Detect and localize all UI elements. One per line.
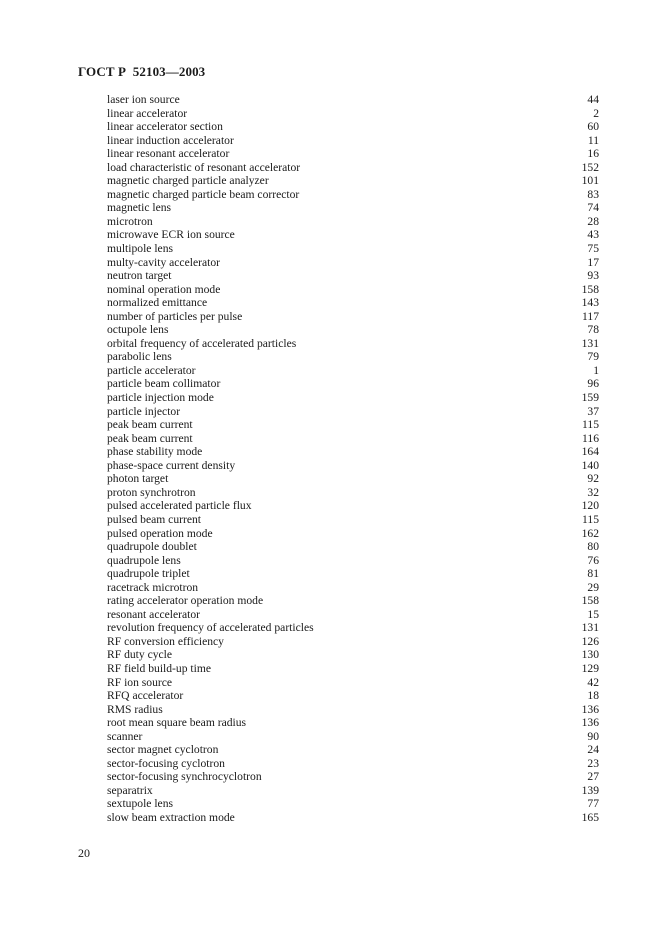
index-page-number: 80: [587, 540, 599, 554]
index-term: linear accelerator: [107, 106, 188, 120]
index-entry: [107, 770, 599, 784]
index-term: pulsed accelerated particle flux: [107, 499, 252, 513]
index-term: peak beam current: [107, 418, 193, 432]
index-entry: [107, 432, 599, 446]
index-entry: [107, 608, 599, 622]
index-page-number: 115: [582, 512, 599, 526]
index-entry: [107, 621, 599, 635]
index-term: particle injection mode: [107, 391, 214, 405]
index-page-number: 44: [587, 93, 599, 106]
index-term: laser ion source: [107, 93, 180, 106]
index-page-number: 78: [587, 323, 599, 337]
index-page-number: 92: [587, 472, 599, 486]
index-term: sextupole lens: [107, 797, 174, 811]
index-term: parabolic lens: [107, 350, 172, 364]
index-entry: [107, 107, 599, 121]
index-term: quadrupole doublet: [107, 540, 197, 554]
index-term: magnetic lens: [107, 201, 172, 215]
index-entry: [107, 174, 599, 188]
index-term: sector magnet cyclotron: [107, 743, 219, 757]
index-term: multy-cavity accelerator: [107, 255, 220, 269]
index-page-number: 76: [587, 553, 599, 567]
index-page-number: 77: [587, 797, 599, 811]
index-page-number: 83: [587, 187, 599, 201]
index-entry: [107, 350, 599, 364]
index-term: phase-space current density: [107, 458, 236, 472]
index-term: quadrupole lens: [107, 553, 181, 567]
index-entry: [107, 730, 599, 744]
index-page-number: 115: [582, 418, 599, 432]
index-page-number: 29: [587, 580, 599, 594]
index-entry: [107, 256, 599, 270]
index-entry: [107, 459, 599, 473]
index-entry: [107, 391, 599, 405]
index-term: particle injector: [107, 404, 181, 418]
index-term: nominal operation mode: [107, 282, 221, 296]
index-page-number: 136: [581, 716, 599, 730]
index-page-number: 90: [587, 729, 599, 743]
index-entry: [107, 676, 599, 690]
index-entry: [107, 188, 599, 202]
index-page-number: 159: [581, 391, 599, 405]
index-page-number: 152: [581, 160, 599, 174]
index-entry: [107, 310, 599, 324]
index-term: revolution frequency of accelerated particles: [107, 621, 314, 635]
index-page-number: 32: [587, 485, 599, 499]
index-page-number: 11: [587, 133, 599, 147]
index-page-number: 42: [587, 675, 599, 689]
index-entry: [107, 472, 599, 486]
index-term: proton synchrotron: [107, 485, 196, 499]
index-term: slow beam extraction mode: [107, 810, 235, 824]
index-term: microtron: [107, 214, 153, 228]
index-page-number: 101: [581, 174, 599, 188]
index-entry: [107, 716, 599, 730]
index-page-number: 43: [587, 228, 599, 242]
index-term: phase stability mode: [107, 445, 203, 459]
index-entry: [107, 527, 599, 541]
index-term: RMS radius: [107, 702, 163, 716]
index-term: quadrupole triplet: [107, 567, 190, 581]
index-term: peak beam current: [107, 431, 193, 445]
index-term: linear accelerator section: [107, 120, 223, 134]
index-term: orbital frequency of accelerated particles: [107, 336, 297, 350]
index-page-number: 131: [581, 336, 599, 350]
index-term: photon target: [107, 472, 169, 486]
index-term: pulsed beam current: [107, 512, 202, 526]
index-page-number: 1: [593, 363, 599, 377]
index-page-number: 139: [581, 783, 599, 797]
page-header-standard-number: ГОСТ Р 52103—2003: [78, 64, 206, 79]
index-entry: [107, 635, 599, 649]
index-entry: [107, 594, 599, 608]
index-entry: [107, 567, 599, 581]
index-entry: [107, 581, 599, 595]
index-entry: [107, 134, 599, 148]
index-entry: [107, 228, 599, 242]
index-term: resonant accelerator: [107, 607, 201, 621]
index-entry: [107, 120, 599, 134]
index-page-number: 74: [587, 201, 599, 215]
index-term: number of particles per pulse: [107, 309, 243, 323]
index-entry: [107, 499, 599, 513]
index-term: linear induction accelerator: [107, 133, 234, 147]
index-entry: [107, 215, 599, 229]
index-entry: [107, 418, 599, 432]
index-entry: [107, 323, 599, 337]
index-page-number: 165: [581, 810, 599, 824]
index-page-number: 130: [581, 648, 599, 662]
index-term: RFQ accelerator: [107, 689, 184, 703]
index-page-number: 126: [581, 634, 599, 648]
index-term: sector-focusing cyclotron: [107, 756, 225, 770]
index-entry: [107, 364, 599, 378]
index-term: scanner: [107, 729, 143, 743]
index-entry: [107, 513, 599, 527]
index-entry: [107, 811, 599, 825]
index-entry: [107, 337, 599, 351]
index-page-number: 143: [581, 296, 599, 310]
index-entry: [107, 540, 599, 554]
index-entry: [107, 554, 599, 568]
index-page-number: 24: [587, 743, 599, 757]
index-page-number: 117: [582, 309, 599, 323]
index-entry: [107, 93, 599, 107]
index-page-number: 81: [587, 567, 599, 581]
index-entry: [107, 377, 599, 391]
index-entry: [107, 743, 599, 757]
index-page-number: 28: [587, 214, 599, 228]
index-term: sector-focusing synchrocyclotron: [107, 770, 262, 784]
index-term: root mean square beam radius: [107, 716, 247, 730]
index-entry: [107, 486, 599, 500]
index-page-number: 2: [593, 106, 599, 120]
index-page-number: 116: [582, 431, 599, 445]
index-term: RF conversion efficiency: [107, 634, 224, 648]
index-page-number: 75: [587, 242, 599, 256]
index-page-number: 18: [587, 689, 599, 703]
index-page-number: 15: [587, 607, 599, 621]
index-page-number: 16: [587, 147, 599, 161]
index-term: multipole lens: [107, 242, 174, 256]
index-term: microwave ECR ion source: [107, 228, 235, 242]
index-entry: [107, 757, 599, 771]
index-entry: [107, 283, 599, 297]
index-entry: [107, 147, 599, 161]
index-term: neutron target: [107, 269, 172, 283]
index-page-number: 96: [587, 377, 599, 391]
index-page-number: 37: [587, 404, 599, 418]
index-entry: [107, 201, 599, 215]
index-term: load characteristic of resonant accelerator: [107, 160, 301, 174]
index-page-number: 158: [581, 282, 599, 296]
index-page-number: 27: [587, 770, 599, 784]
index-entry: [107, 161, 599, 175]
index-page-number: 158: [581, 594, 599, 608]
index-page-number: 120: [581, 499, 599, 513]
index-term: particle beam collimator: [107, 377, 221, 391]
index-term: linear resonant accelerator: [107, 147, 230, 161]
index-term: racetrack microtron: [107, 580, 199, 594]
index-page-number: 140: [581, 458, 599, 472]
index-term: magnetic charged particle analyzer: [107, 174, 269, 188]
index-entry: [107, 296, 599, 310]
page-number: 20: [78, 846, 90, 860]
index-entry: [107, 703, 599, 717]
index-page-number: 129: [581, 661, 599, 675]
index-page-number: 17: [587, 255, 599, 269]
index-term: rating accelerator operation mode: [107, 594, 264, 608]
index-page-number: 131: [581, 621, 599, 635]
index-term: pulsed operation mode: [107, 526, 213, 540]
index-term: RF duty cycle: [107, 648, 173, 662]
index-page-number: 79: [587, 350, 599, 364]
index-page-number: 136: [581, 702, 599, 716]
index-term: RF field build-up time: [107, 661, 212, 675]
index-entry: [107, 648, 599, 662]
index-page-number: 93: [587, 269, 599, 283]
index-term: particle accelerator: [107, 363, 196, 377]
index-page-number: 164: [581, 445, 599, 459]
index-entry: [107, 242, 599, 256]
index-list: [107, 93, 599, 825]
index-term: magnetic charged particle beam corrector: [107, 187, 300, 201]
index-term: normalized emittance: [107, 296, 208, 310]
index-entry: [107, 662, 599, 676]
index-entry: [107, 445, 599, 459]
index-entry: [107, 269, 599, 283]
index-term: RF ion source: [107, 675, 173, 689]
index-entry: [107, 784, 599, 798]
index-term: separatrix: [107, 783, 153, 797]
index-entry: [107, 405, 599, 419]
index-entry: [107, 689, 599, 703]
index-page-number: 60: [587, 120, 599, 134]
index-entry: [107, 797, 599, 811]
index-term: octupole lens: [107, 323, 169, 337]
index-page-number: 162: [581, 526, 599, 540]
index-page-number: 23: [587, 756, 599, 770]
